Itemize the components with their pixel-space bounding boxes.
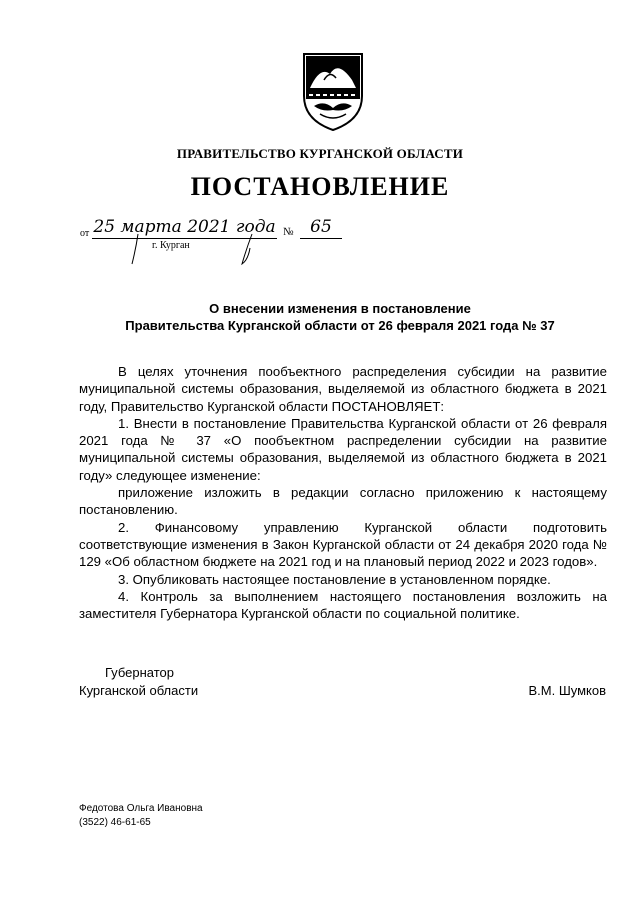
signatory-title <box>79 664 198 700</box>
handwritten-strokes <box>80 217 380 270</box>
signatory-title-line-1: Губернатор <box>105 665 174 680</box>
body-paragraph-item-2: 2. Финансовому управлению Курганской области подготовить соответствующие изменения в Закон Курганской области от 24 декабря 2020 года № 129 «Об областном бюджете на 2021 год и на плановый период 2022 и 2023 годов». <box>79 519 607 570</box>
executor-name: Федотова Ольга Ивановна <box>79 803 203 814</box>
city-label: г. Курган <box>152 240 190 251</box>
executor-info <box>79 802 203 830</box>
document-type-title: ПОСТАНОВЛЕНИЕ <box>190 172 450 201</box>
document-subject <box>80 300 600 334</box>
body-paragraph-item-3: 3. Опубликовать настоящее постановление в установленном порядке. <box>118 571 551 587</box>
number-label: № <box>283 226 294 238</box>
subject-line-1: О внесении изменения в постановление <box>209 301 471 316</box>
signatory-name: В.М. Шумков <box>528 683 606 698</box>
document-date: 25 марта 2021 года <box>93 217 276 237</box>
subject-line-2: Правительства Курганской области от 26 февраля 2021 года № 37 <box>125 318 555 333</box>
document-number: 65 <box>300 218 342 239</box>
date-prefix: от <box>80 228 90 239</box>
body-paragraph-item-4: 4. Контроль за выполнением настоящего постановления возложить на заместителя Губернатора Курганской области по социальной политике. <box>79 588 607 622</box>
government-name: ПРАВИТЕЛЬСТВО КУРГАНСКОЙ ОБЛАСТИ <box>176 146 464 161</box>
body-paragraph-item-1-text: приложение изложить в редакции согласно приложению к настоящему постановлению. <box>79 485 607 518</box>
body-paragraph-item-1: 1. Внести в постановление Правительства Курганской области от 26 февраля 2021 года № 37 «О пообъектном распределении субсидии на развитие муниципальной системы образования, выделяемой из областного бюджета в 2021 году» следующее изменение: <box>79 415 607 483</box>
date-number-line <box>80 217 380 270</box>
coat-of-arms-emblem <box>300 52 366 132</box>
body-paragraph-preamble: В целях уточнения пообъектного распределения субсидии на развитие муниципальной системы образования, выделяемой из областного бюджета в 2021 году, Правительство Курганской области ПОСТАНОВЛЯЕТ: <box>79 364 607 414</box>
executor-phone: (3522) 46-61-65 <box>79 817 151 828</box>
document-body <box>79 363 607 622</box>
signatory-title-line-2: Курганской области <box>79 683 199 698</box>
